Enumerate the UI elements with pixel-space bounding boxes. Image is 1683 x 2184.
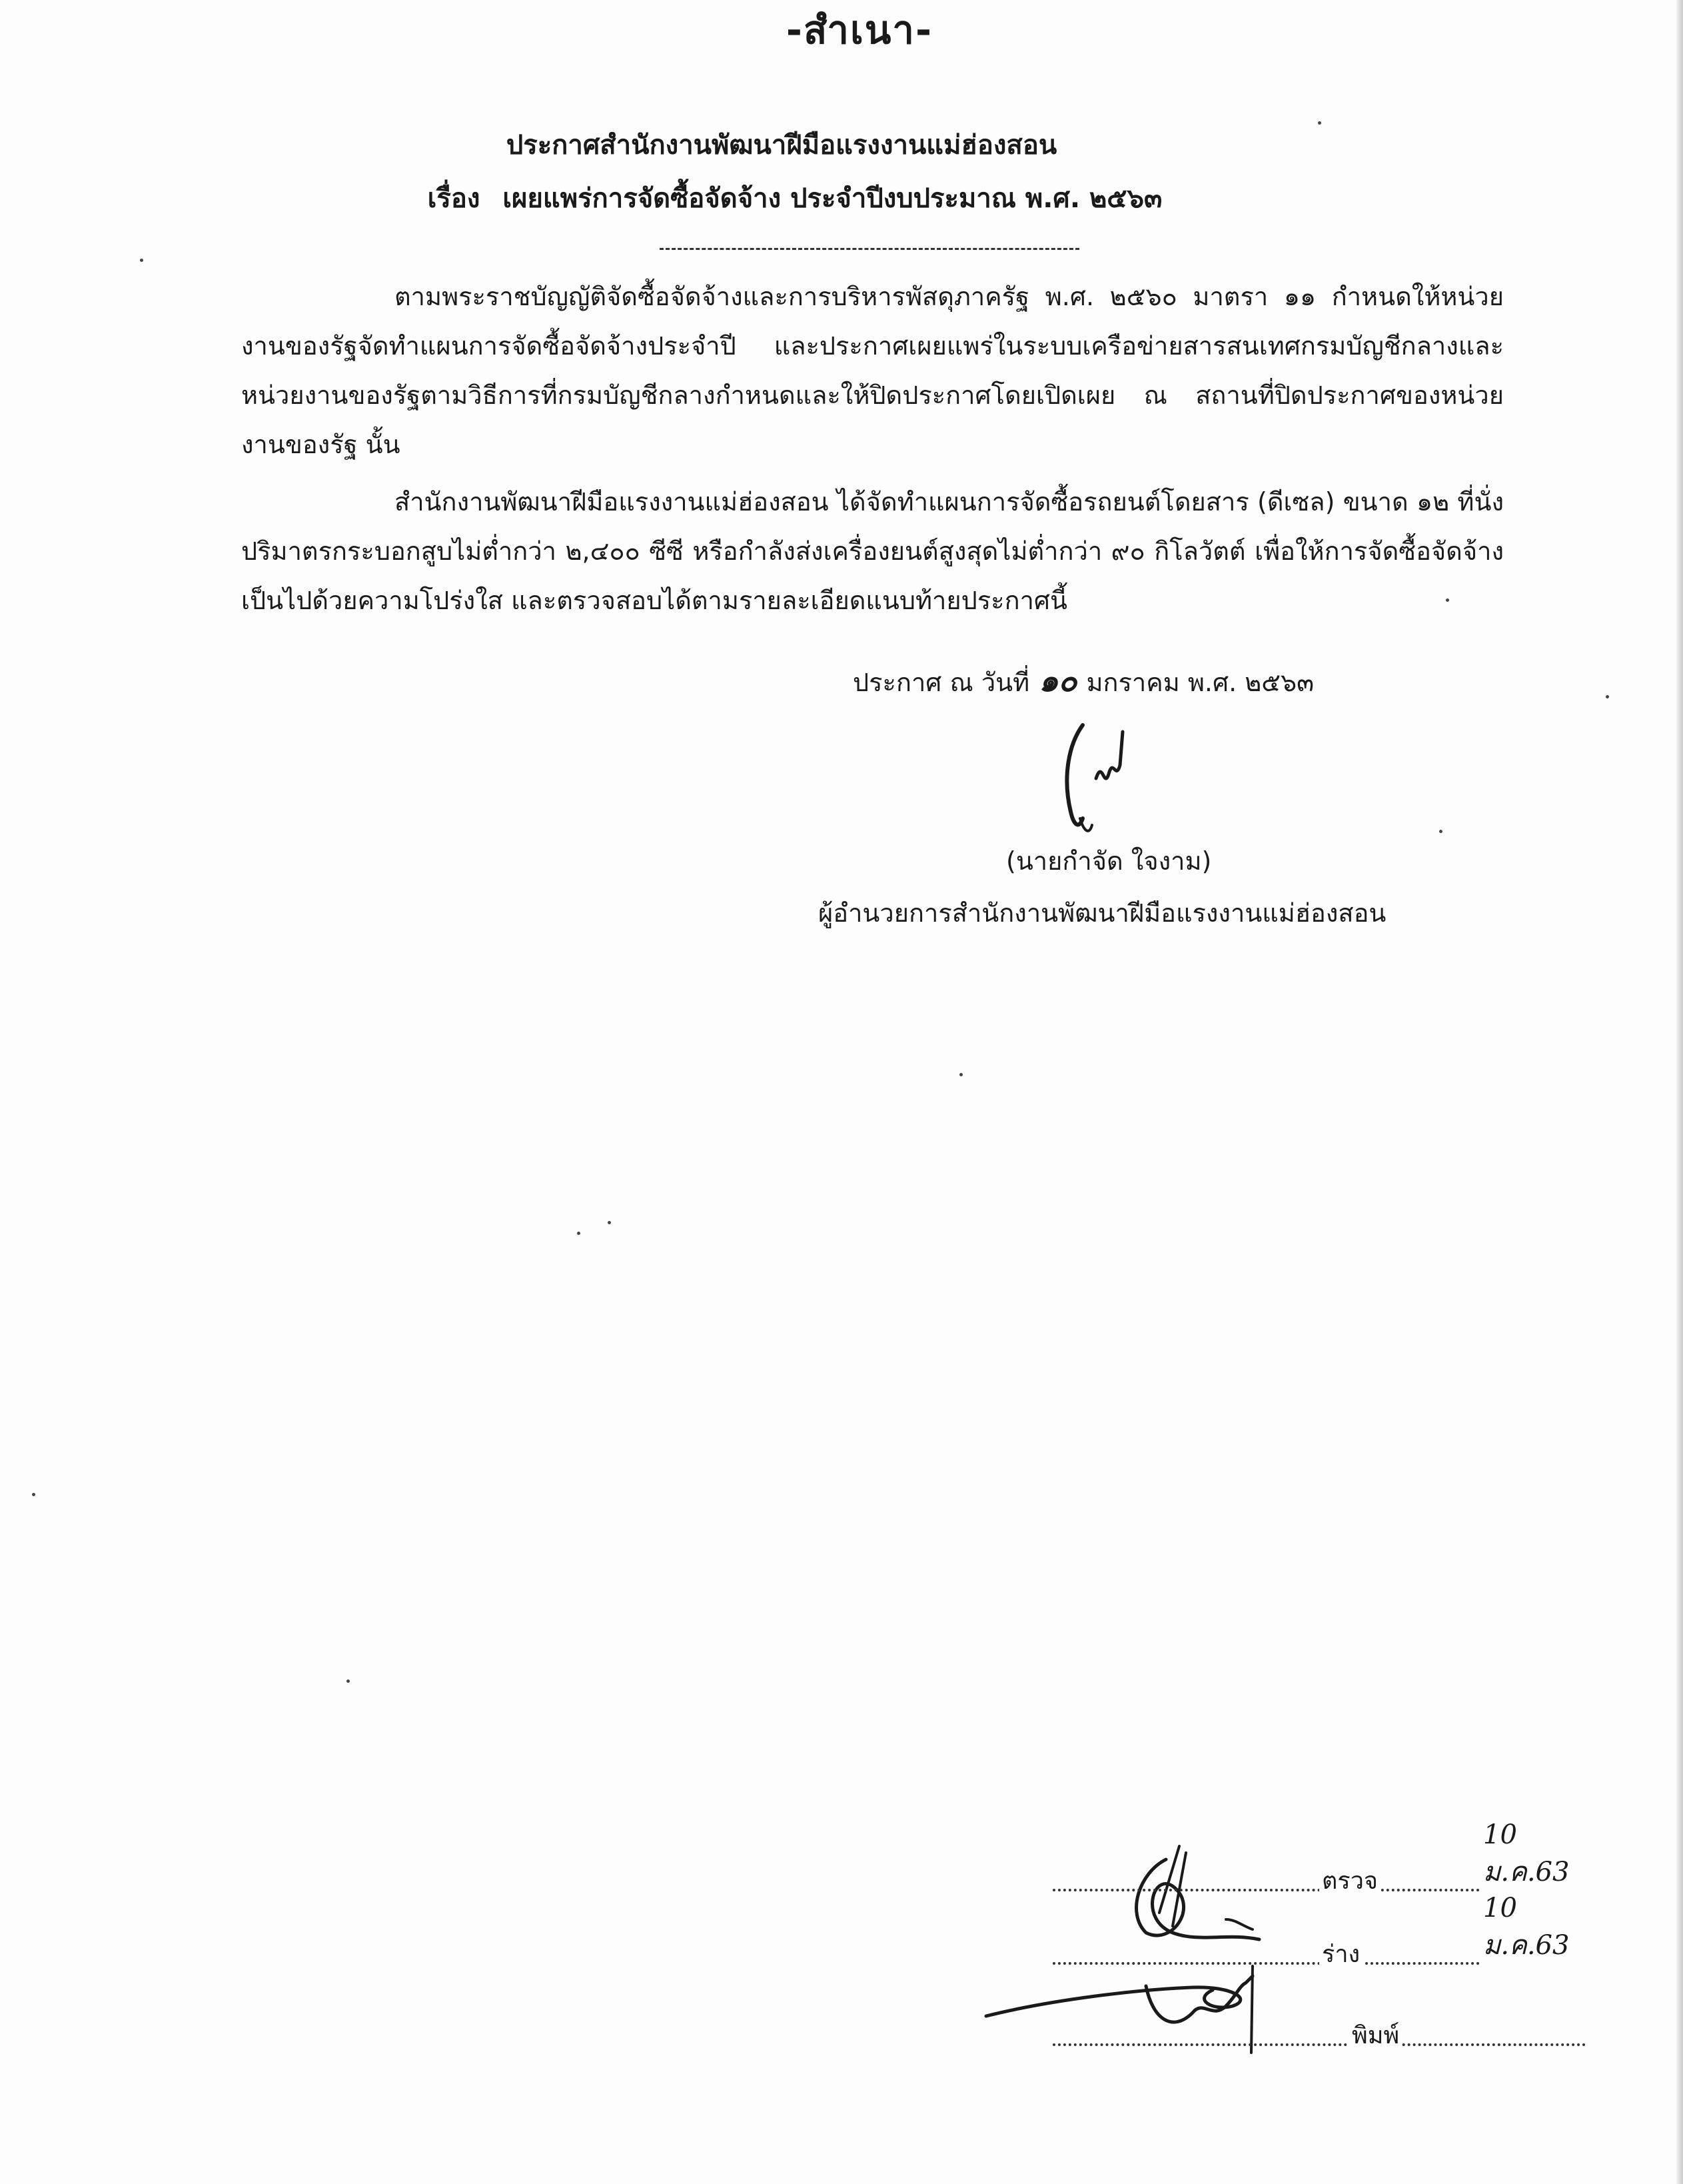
body-paragraph-2: สำนักงานพัฒนาฝีมือแรงงานแม่ฮ่องสอน ได้จัดทำแผนการจัดซื้อรถยนต์โดยสาร (ดีเซล) ขนาด ๑๒ ที่นั่ง ปริมาตรกระบอกสูบไม่ต่ำกว่า ๒,๔๐๐ ซีซี หรือกำลังส่งเครื่องยนต์สูงสุดไม่ต่ำกว่า ๙๐ กิโลวัตต์ เพื่อให้การจัดซื้อจัดจ้างเป็นไปด้วยความโปร่งใส และตรวจสอบได้ตามรายละเอียดแนบท้ายประกาศนี้ [241, 487, 1504, 615]
scan-speck [1439, 830, 1442, 833]
announcement-subject [0, 179, 1636, 219]
routing-draft-date: 10 ม.ค.63 [1479, 1893, 1586, 1966]
title-separator [660, 248, 1079, 250]
scan-speck [346, 1679, 350, 1683]
body-paragraph-1: ตามพระราชบัญญัติจัดซื้อจัดจ้างและการบริหารพัสดุภาครัฐ พ.ศ. ๒๕๖๐ มาตรา ๑๑ กำหนดให้หน่วยงานของรัฐจัดทำแผนการจัดซื้อจัดจ้างประจำปี และประกาศเผยแพร่ในระบบเครือข่ายสารสนเทศกรมบัญชีกลางและหน่วยงานของรัฐตามวิธีการที่กรมบัญชีกลางกำหนดและให้ปิดประกาศโดยเปิดเผย ณ สถานที่ปิดประกาศของหน่วยงานของรัฐ นั้น [241, 282, 1504, 459]
signatory-position: ผู้อำนวยการสำนักงานพัฒนาฝีมือแรงงานแม่ฮ่องสอน [818, 898, 1387, 928]
scan-speck [1606, 695, 1609, 698]
scan-speck [1318, 121, 1321, 125]
scan-speck [959, 1073, 963, 1076]
date-prefix: ประกาศ ณ วันที่ [853, 668, 1030, 697]
announcement-date [853, 656, 1314, 707]
routing-print-line [1053, 2043, 1586, 2046]
scan-speck [1446, 598, 1449, 602]
subject-label: เรื่อง [427, 183, 480, 214]
routing-block [973, 1819, 1612, 2073]
routing-draft-label: ร่าง [1319, 1935, 1363, 1973]
director-signature [1056, 718, 1143, 841]
routing-draft-row [1053, 1893, 1586, 1973]
signature-scribble-icon [1056, 718, 1143, 838]
subject-text: เผยแพร่การจัดซื้อจัดจ้าง ประจำปีงบประมาณ พ.ศ. ๒๕๖๓ [502, 183, 1163, 214]
routing-print-label: พิมพ์ [1349, 2016, 1402, 2054]
scan-speck [577, 1232, 580, 1235]
copy-mark: -สำเนา- [786, 7, 933, 53]
scan-speck [608, 1221, 611, 1224]
signatory-name: (นายกำจัด ใจงาม) [1006, 846, 1212, 876]
announcement-title: ประกาศสำนักงานพัฒนาฝีมือแรงงานแม่ฮ่องสอน [506, 130, 1057, 161]
scan-speck [32, 1493, 35, 1496]
routing-check-date: 10 ม.ค.63 [1479, 1819, 1586, 1893]
scan-edge [1676, 0, 1683, 2184]
date-month-year: มกราคม พ.ศ. ๒๕๖๓ [1086, 668, 1315, 697]
scan-speck [140, 259, 143, 262]
routing-print-row [1053, 2014, 1586, 2054]
routing-check-label: ตรวจ [1319, 1861, 1381, 1899]
date-day: ๑๐ [1039, 662, 1077, 698]
